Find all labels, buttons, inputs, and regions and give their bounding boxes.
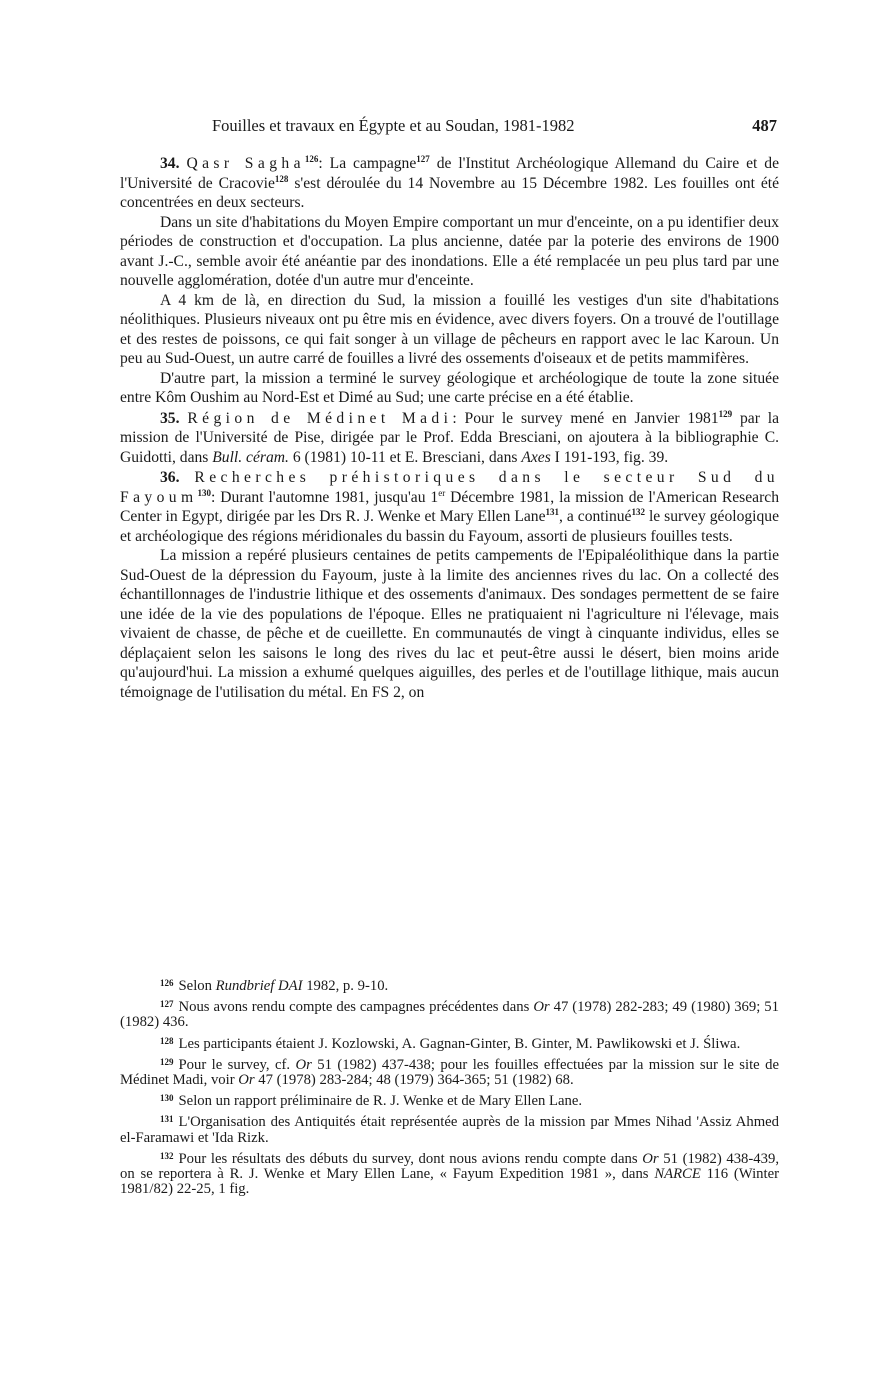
journal-title: Axes [521, 448, 551, 466]
footnote: $^{130}$ Selon un rapport préliminaire de R. J. Wenke et de Mary Ellen Lane. [160, 1093, 583, 1110]
footnote-ref: 127 [416, 154, 430, 164]
section-36-paragraph: 36. Recherches préhistoriques dans le secteur Sud du Fayoum$^{130}$: Durant l'automne 1981, jusqu'au 1er Décembre 1981, la mission de l'American Research Center in Egypt, dirigée par les Drs R. J. Wenke et Mary Ellen Lane$^{131}$, a continué$^{132}$ le survey géologique et archéologique des régions méridionales du bassin du Fayoum, assorti de plusieurs fouilles tests. [120, 469, 780, 545]
section-number: 36. [160, 469, 180, 486]
footnote: $^{129}$ Pour le survey, cf. Or 51 (1982) 437-438; pour les fouilles effectuées par la mission sur le site de Médinet Madi, voir Or 47 (1978) 283-284; 48 (1979) 364-365; 51 (1982) 68. [120, 1056, 779, 1089]
footnote-ref: 131 [545, 507, 560, 517]
footnote-ref: 132 [631, 507, 645, 517]
section-heading: Qasr Sagha [186, 155, 305, 172]
section-34-paragraph: 34. Qasr Sagha$^{126}$: La campagne$^{127}$ de l'Institut Archéologique Allemand du Caire et de l'Université de Cracovie$^{128}$ s'est déroulée du 14 Novembre au 15 Décembre 1982. Les fouilles ont été concentrées en deux secteurs. [120, 154, 779, 211]
main-text [120, 154, 779, 702]
footnote: $^{132}$ Pour les résultats des débuts du survey, dont nous avions rendu compte dans Or 51 (1982) 438-439, on se reportera à R. J. Wenke et Mary Ellen Lane, « Fayum Expedition 1981 », dans NARCE 116 (Winter 1981/82) 22-25, 1 fig. [120, 1150, 779, 1198]
footnote-ref: 126 [304, 154, 319, 164]
footnote-number: 129 [160, 1056, 174, 1067]
paragraph: D'autre part, la mission a terminé le survey géologique et archéologique de toute la zone située entre Kôm Oushim au Nord-Est et Dimé au Sud; une carte précise en a été établie. [120, 369, 779, 406]
journal-title: Bull. céram. [212, 448, 289, 466]
section-number: 35. [160, 409, 180, 427]
paragraph: A 4 km de là, en direction du Sud, la mission a fouillé les vestiges d'un site d'habitations néolithiques. Plusieurs niveaux ont pu être mis en évidence, avec divers foyers. On a trouvé de l'outillage et des restes de poissons, ce qui fait songer à un village de pêcheurs en rapport avec le lac Karoun. Un peu au Sud-Ouest, un autre carré de fouilles a livré des ossements d'oiseaux et de petits mammifères. [120, 291, 779, 367]
footnotes [120, 976, 779, 1200]
section-heading: Recherches préhistoriques dans le secteur Sud du Fayoum [120, 469, 779, 506]
footnote-ref: 128 [274, 173, 289, 184]
footnote-number: 130 [160, 1093, 174, 1104]
paragraph: Dans un site d'habitations du Moyen Empire comportant un mur d'enceinte, on a pu identifier deux périodes de construction et d'occupation. La plus ancienne, datée par la poterie des environs de 1900 avant J.-C., semble avoir été anéantie par des inondations. Elle a été remplacée un peu plus tard par une nouvelle agglomération, dotée d'un autre mur d'enceinte. [120, 213, 779, 289]
section-number: 34. [160, 155, 180, 172]
footnote: $^{128}$ Les participants étaient J. Kozlowski, A. Gagnan-Ginter, B. Ginter, M. Pawlikowski et J. Śliwa. [160, 1035, 741, 1052]
footnote-ref: 129 [718, 408, 733, 419]
ordinal-suffix: er [438, 487, 446, 498]
footnote: $^{127}$ Nous avons rendu compte des campagnes précédentes dans Or 47 (1978) 282-283; 49 (1980) 369; 51 (1982) 436. [120, 999, 779, 1031]
footnote-number: 127 [160, 999, 174, 1010]
footnote-number: 132 [160, 1150, 174, 1161]
footnote-number: 131 [160, 1114, 174, 1125]
footnote: $^{131}$ L'Organisation des Antiquités était représentée auprès de la mission par Mmes Nihad 'Assiz Ahmed el-Faramawi et 'Ida Rizk. [120, 1114, 779, 1146]
section-35-paragraph: 35. Région de Médinet Madi: Pour le survey mené en Janvier 1981$^{129}$ par la mission de l'Université de Pise, dirigée par le Prof. Edda Bresciani, on ajoutera à la bibliographie C. Guidotti, dans Bull. céram. 6 (1981) 10-11 et E. Bresciani, dans Axes I 191-193, fig. 39. [120, 408, 779, 466]
section-heading: Région de Médinet Madi [187, 409, 453, 427]
footnote-number: 128 [160, 1035, 174, 1046]
running-title: Fouilles et travaux en Égypte et au Soudan, 1981-1982 [212, 116, 575, 135]
page-number: 487 [752, 116, 777, 135]
footnote: $^{126}$ Selon Rundbrief DAI 1982, p. 9-10. [160, 978, 389, 994]
page-header [120, 116, 777, 142]
footnote-number: 126 [160, 978, 174, 988]
paragraph: La mission a repéré plusieurs centaines de petits campements de l'Epipaléolithique dans la partie Sud-Ouest de la dépression du Fayoum, juste à la limite des anciennes rives du lac. On a collecté des échantillonnages de l'industrie lithique et des ossements d'animaux. Des sondages permettent de se faire une idée de la vie des populations de l'époque. Elles ne pratiquaient ni l'agriculture ni l'élevage, mais vivaient de chasse, de pêche et de cueillette. En communautés de vingt à cinquante individus, elles se déplaçaient selon les saisons le long des rives du lac et peut-être aussi le désert, bien moins aride qu'aujourd'hui. La mission a exhumé quelques aiguilles, des perles et de l'outillage lithique, mais aucun témoignage de l'utilisation du métal. En FS 2, on [120, 547, 779, 701]
footnote-ref: 130 [197, 487, 212, 498]
